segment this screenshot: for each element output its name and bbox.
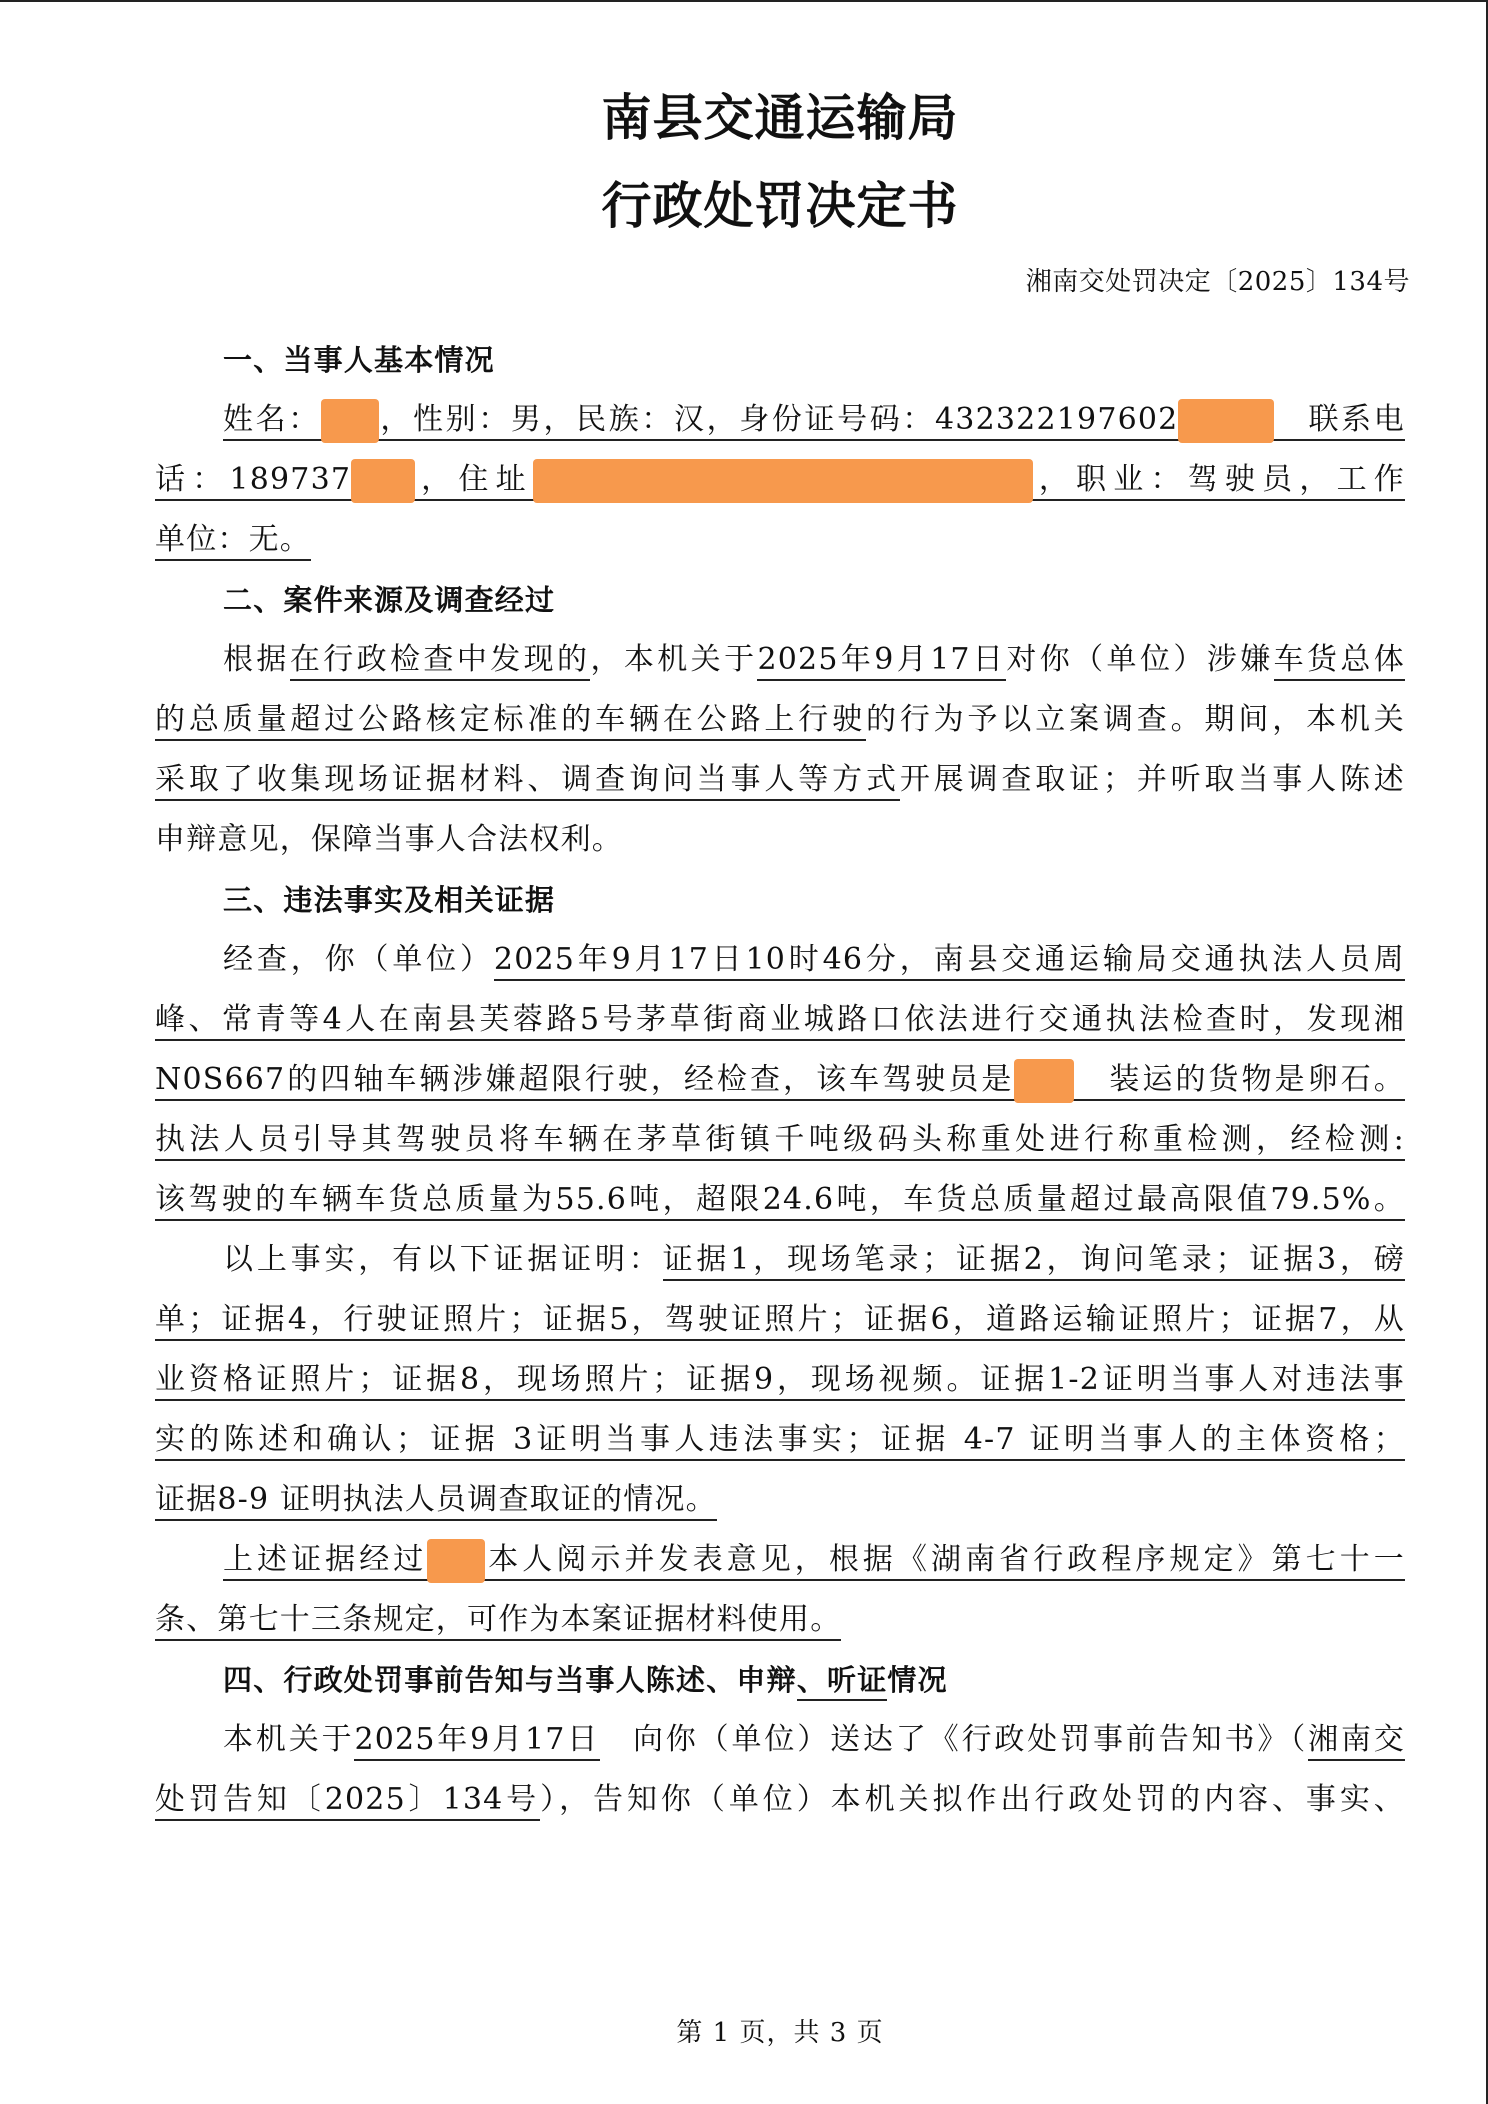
evidence-confirm-line-1: 上述证据经过 本人阅示并发表意见，根据《湖南省行政程序规定》第七十一 [155,1530,1405,1590]
document-title-agency: 南县交通运输局 [601,89,959,147]
phone-label-part1: 联系电 [1308,402,1405,437]
section4-heading: 四、行政处罚事前告知与当事人陈述、申辩、听证情况 [155,1650,1405,1710]
notice-reference: 处罚告知〔2025〕134号 [155,1782,540,1821]
address-label: ，住址 [415,462,533,497]
case-source-line-2: 的总质量超过公路核定标准的车辆在公路上行驶的行为予以立案调查。期间，本机关 [155,690,1405,750]
facts-line-4: 执法人员引导其驾驶员将车辆在茅草街镇千吨级码头称重处进行称重检测，经检测: [155,1110,1405,1170]
employer-text: 单位：无。 [155,522,311,561]
evidence-line-5: 证据8-9 证明执法人员调查取证的情况。 [155,1470,1405,1530]
page-footer: 第 1 页，共 3 页 [676,2018,884,2048]
facts-line-5: 该驾驶的车辆车货总质量为55.6吨，超限24.6吨，车货总质量超过最高限值79.5%。 [155,1170,1405,1230]
party-line-2 [155,450,1405,510]
case-violation: 的总质量超过公路核定标准的车辆在公路上行驶 [155,702,866,741]
case-source-line-4: 申辩意见，保障当事人合法权利。 [155,822,623,857]
facts-line-2: 峰、常青等4人在南县芙蓉路5号茅草街商业城路口依法进行交通执法检查时，发现湘 [155,990,1405,1050]
case-source: 在行政检查中发现的 [290,642,591,681]
party-line-3 [155,510,1405,570]
evidence-confirm-line-2: 条、第七十三条规定，可作为本案证据材料使用。 [155,1590,1405,1650]
redacted-driver-name [1014,1059,1074,1103]
name-label: 姓名： [223,402,321,437]
facts-line-3: N0S667的四轴车辆涉嫌超限行驶，经检查，该车驾驶员是 装运的货物是卵石。 [155,1050,1405,1110]
evidence-line-4: 实的陈述和确认；证据 3证明当事人违法事实；证据 4-7 证明当事人的主体资格； [155,1410,1405,1470]
redacted-address [533,459,1033,503]
notice-line-2: 处罚告知〔2025〕134号），告知你（单位）本机关拟作出行政处罚的内容、事实、 [155,1770,1405,1830]
evidence-line-2: 单；证据4，行驶证照片；证据5，驾驶证照片；证据6，道路运输证照片；证据7，从 [155,1290,1405,1350]
section3-heading: 三、违法事实及相关证据 [223,883,556,917]
redacted-party-name [427,1539,485,1583]
phone-label-part2: 话：189737 [155,462,352,497]
document-body [155,330,1405,1830]
gender-ethnicity-id: ，性别：男，民族：汉，身份证号码：432322197602 [378,402,1179,437]
document-title-type: 行政处罚决定书 [601,177,959,235]
notice-date: 2025年9月17日 [354,1722,600,1761]
investigation-methods: 采取了收集现场证据材料、调查询问当事人等方式 [155,762,900,801]
case-date: 2025年9月17日 [757,642,1006,681]
document-number: 湘南交处罚决定〔2025〕134号 [1025,267,1410,297]
case-source-line-3: 采取了收集现场证据材料、调查询问当事人等方式开展调查取证；并听取当事人陈述 [155,750,1405,810]
facts-line-1: 经查，你（单位）2025年9月17日10时46分，南县交通运输局交通执法人员周 [155,930,1405,990]
party-line-1 [155,390,1405,450]
section2-heading: 二、案件来源及调查经过 [223,583,556,617]
redacted-id-suffix [1178,399,1274,443]
redacted-phone-suffix [351,459,415,503]
evidence-line-3: 业资格证照片；证据8，现场照片；证据9，现场视频。证据1-2证明当事人对违法事 [155,1350,1405,1410]
redacted-name [321,399,379,443]
notice-line-1: 本机关于2025年9月17日 向你（单位）送达了《行政处罚事前告知书》（湘南交 [155,1710,1405,1770]
section1-heading: 一、当事人基本情况 [223,343,495,377]
evidence-line-1: 以上事实，有以下证据证明：证据1，现场笔录；证据2，询问笔录；证据3，磅 [155,1230,1405,1290]
occupation-text: ，职业：驾驶员，工作 [1032,462,1405,497]
case-source-line-1: 根据在行政检查中发现的，本机关于2025年9月17日对你（单位）涉嫌车货总体 [155,630,1405,690]
